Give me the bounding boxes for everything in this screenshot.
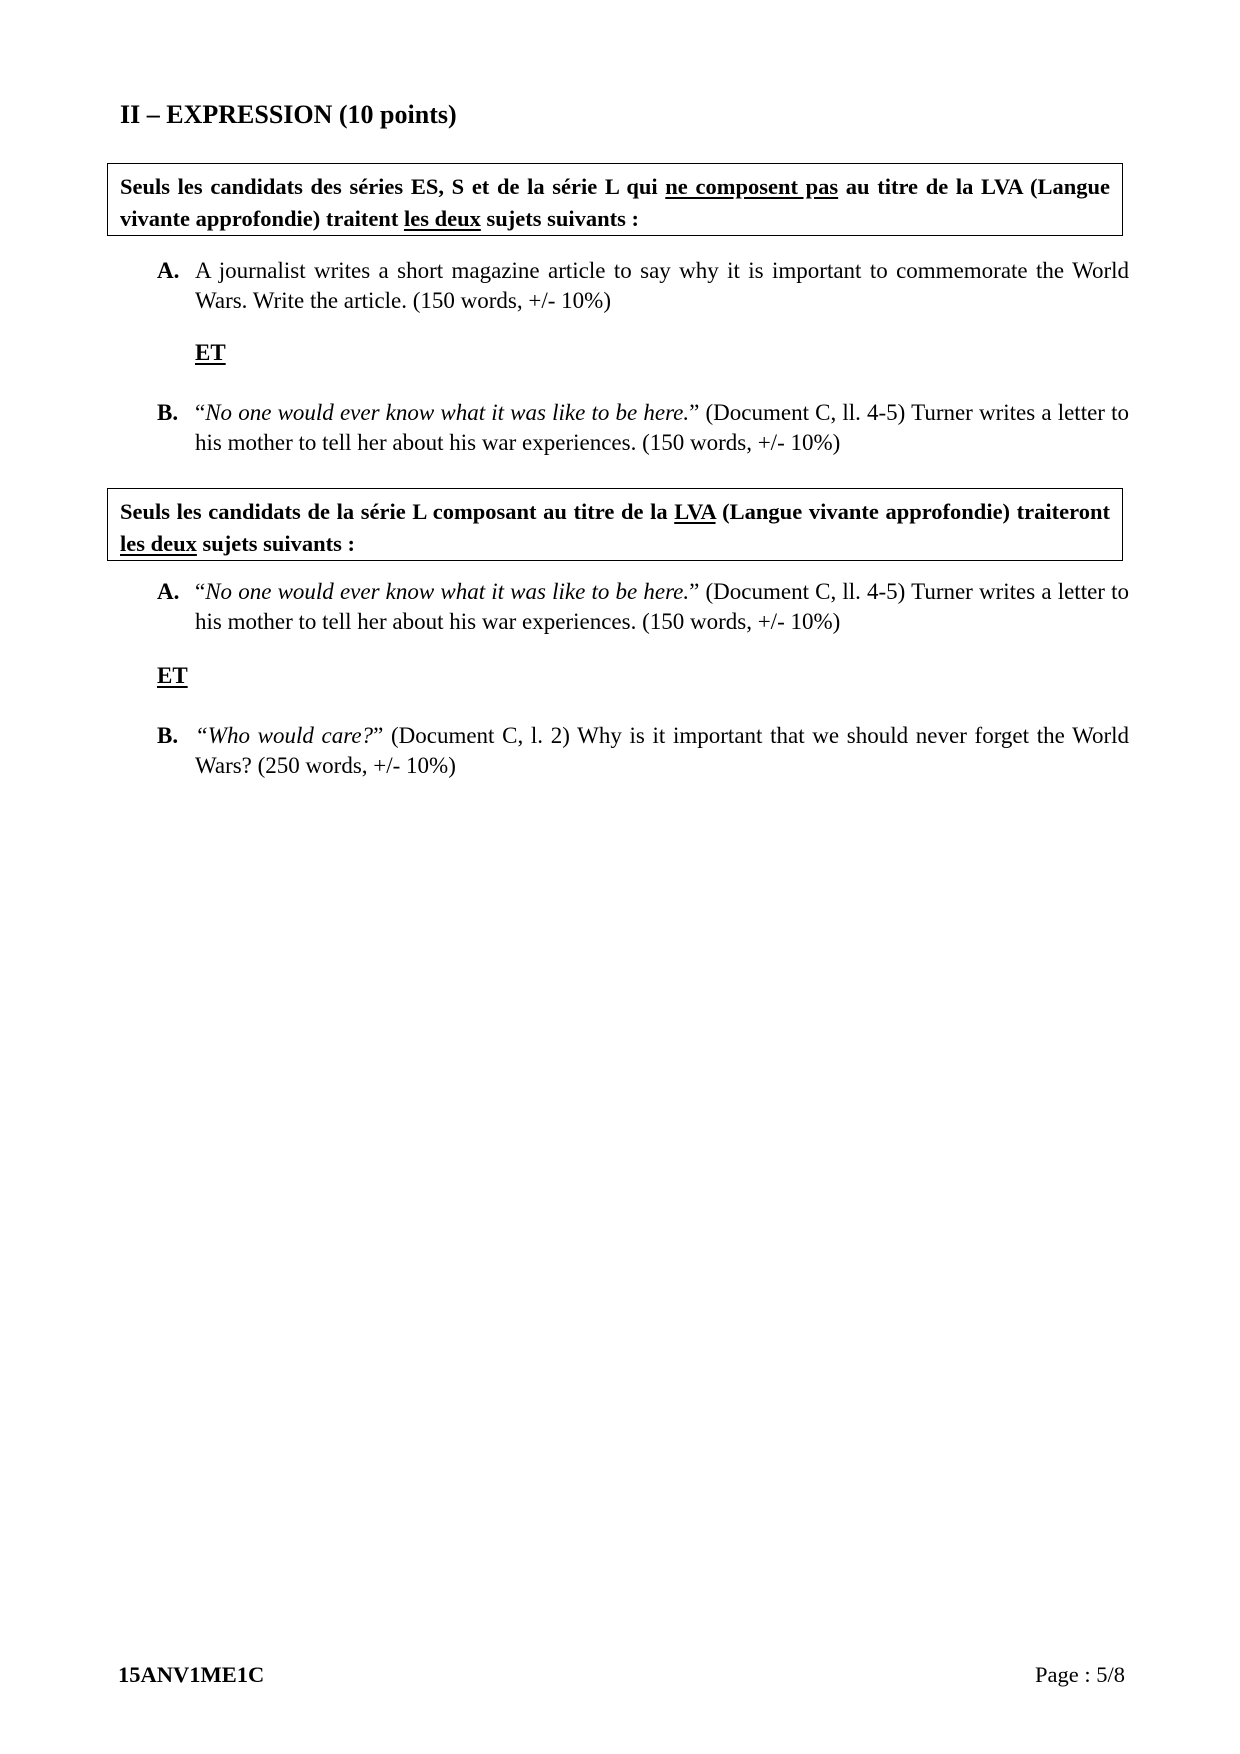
- subject-2b: [157, 721, 1129, 781]
- instruction-underline: LVA: [674, 499, 716, 524]
- subject-text: [195, 721, 1129, 781]
- quote-close: ”: [689, 579, 700, 604]
- subject-label: B.: [157, 400, 179, 425]
- quote-close: ”: [689, 400, 700, 425]
- instruction-text: au titre de la LVA (Langue vivante approfondie) traitent: [120, 174, 1110, 231]
- instruction-text: (Langue vivante approfondie) traiteront: [715, 499, 1110, 524]
- instruction-underline: les deux: [403, 206, 481, 231]
- instruction-underline: les deux: [120, 531, 197, 556]
- subject-1a: [157, 256, 1129, 316]
- subject-text: A journalist writes a short magazine article to say why it is important to commemorate the World Wars. Write the article. (150 words, +/- 10%): [195, 258, 1129, 313]
- quote-text: “Who would care?: [195, 723, 374, 748]
- instruction-box-1: [107, 163, 1123, 236]
- exam-code: 15ANV1ME1C: [118, 1662, 265, 1687]
- quote-open: “: [195, 579, 206, 604]
- subject-label: B.: [157, 723, 179, 748]
- instruction-text: Seuls les candidats de la série L composant au titre de la: [120, 499, 675, 524]
- subject-rest: (Document C, ll. 4-5) Turner writes a letter to his mother to tell her about his war experiences. (150 words, +/- 10%): [195, 579, 1129, 634]
- section-title: II – EXPRESSION (10 points): [120, 100, 457, 129]
- instruction-text: Seuls les candidats des séries ES, S et de la série L qui: [120, 174, 666, 199]
- quote-close: ”: [373, 723, 384, 748]
- subject-label: A.: [157, 579, 180, 604]
- subject-rest: (Document C, ll. 4-5) Turner writes a letter to his mother to tell her about his war experiences. (150 words, +/- 10%): [195, 400, 1129, 455]
- quote-text: No one would ever know what it was like to be here.: [205, 579, 690, 604]
- subject-2a: [157, 577, 1129, 637]
- et-separator-2: ET: [157, 663, 188, 688]
- subject-rest: (Document C, l. 2) Why is it important that we should never forget the World Wars? (250 words, +/- 10%): [195, 723, 1129, 778]
- et-separator-1: ET: [195, 340, 226, 365]
- instruction-underline: ne composent pas: [665, 174, 839, 199]
- page-number: Page : 5/8: [1035, 1662, 1125, 1687]
- quote-text: No one would ever know what it was like to be here.: [205, 400, 690, 425]
- subject-label: A.: [157, 258, 180, 283]
- subject-text: [195, 577, 1129, 637]
- instruction-text: sujets suivants :: [196, 531, 356, 556]
- subject-text: [195, 398, 1129, 458]
- quote-open: “: [195, 400, 206, 425]
- subject-1b: [157, 398, 1129, 458]
- instruction-text: sujets suivants :: [480, 206, 639, 231]
- instruction-box-2: [107, 488, 1123, 561]
